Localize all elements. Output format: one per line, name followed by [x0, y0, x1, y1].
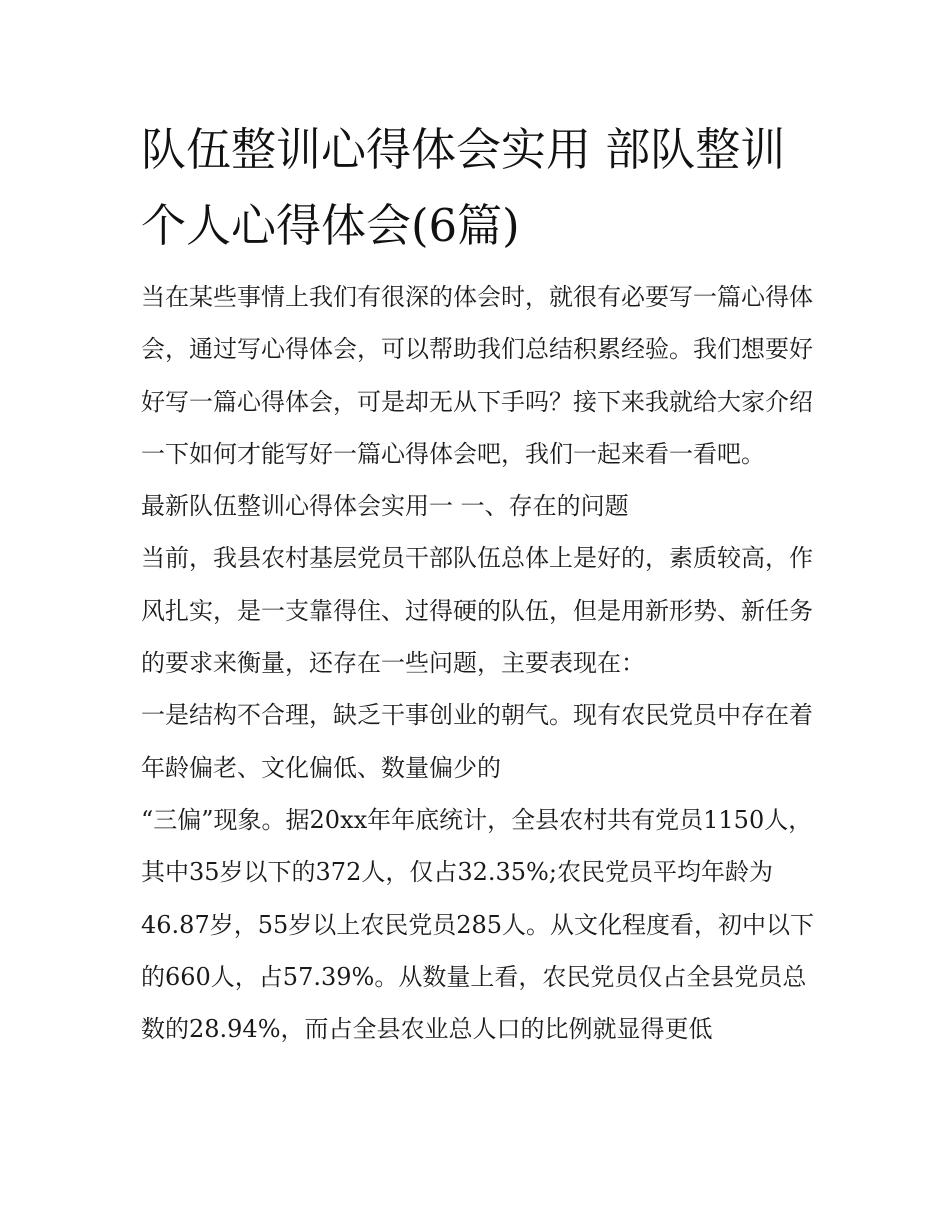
body-paragraph: 当前，我县农村基层党员干部队伍总体上是好的，素质较高，作风扎实，是一支靠得住、过得硬的队伍，但是用新形势、新任务的要求来衡量，还存在一些问题，主要表现在：: [141, 544, 813, 678]
body-paragraph: 一是结构不合理，缺乏干事创业的朝气。现有农民党员中存在着年龄偏老、文化偏低、数量偏少的: [141, 701, 813, 782]
intro-paragraph: 当在某些事情上我们有很深的体会时，就很有必要写一篇心得体会，通过写心得体会，可以帮助我们总结积累经验。我们想要好好写一篇心得体会，可是却无从下手吗？接下来我就给大家介绍一下如何才能写好一篇心得体会吧，我们一起来看一看吧。: [141, 283, 813, 468]
body-paragraph: “三偏”现象。据20xx年年底统计，全县农村共有党员1150人，其中35岁以下的372人，仅占32.35%;农民党员平均年龄为46.87岁，55岁以上农民党员285人。从文化程度看，初中以下的660人，占57.39%。从数量上看，农民党员仅占全县党员总数的28.94%，而占全县农业总人口的比例就显得更低: [141, 805, 815, 1044]
document-body: [141, 112, 816, 1055]
document-title: 队伍整训心得体会实用 部队整训个人心得体会(6篇): [141, 123, 786, 252]
section-heading: 最新队伍整训心得体会实用一 一、存在的问题: [141, 492, 629, 521]
